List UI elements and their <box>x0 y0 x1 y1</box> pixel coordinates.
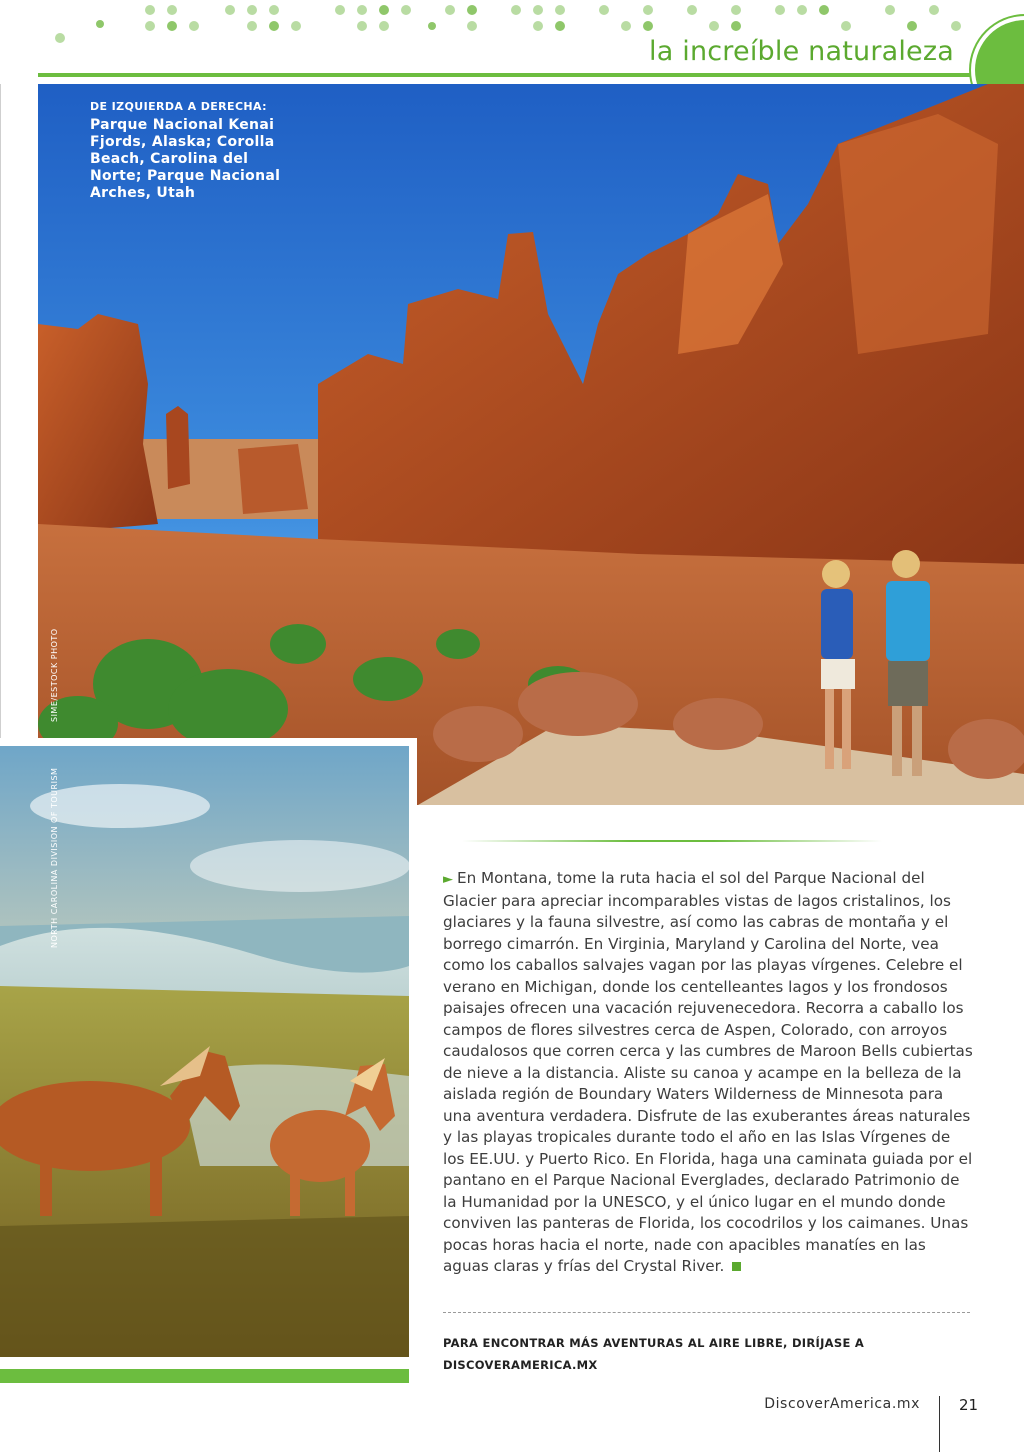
call-to-action <box>443 1332 983 1376</box>
caption-text: Parque Nacional Kenai Fjords, Alaska; Corolla Beach, Carolina del Norte; Parque Nacional Arches, Utah <box>90 117 281 201</box>
left-margin-rule <box>0 84 1 744</box>
arrow-icon: ► <box>443 872 453 887</box>
bottom-green-bar <box>0 1369 409 1383</box>
article-paragraph: En Montana, tome la ruta hacia el sol del Parque Nacional del Glacier para apreciar incomparables vistas de lagos cristalinos, los glaciares y la fauna silvestre, así como las cabras de montaña y el borrego cimarrón. En Virginia, Maryland y Carolina del Norte, vea como los caballos salvajes vagan por las playas vírgenes. Celebre el verano en Michigan, donde los centelleantes lagos y los frondosos paisajes ofrecen una vacación rejuvenecedora. Recorra a caballo los campos de flores silvestres cerca de Aspen, Colorado, con arroyos caudalosos que corren cerca y las cumbres de Maroon Bells cubiertas de nieve a la distancia. Aliste su canoa y acampe en la belleza de la aislada región de Boundary Waters Wilderness de Minnesota para una aventura verdadera. Disfrute de las exuberantes áreas naturales y las playas tropicales durante todo el año en las Islas Vírgenes de los EE.UU. y Puerto Rico. En Florida, haga una caminata guiada por el pantano en el Parque Nacional Everglades, declarado Patrimonio de la Humanidad por la UNESCO, y el único lugar en el mundo donde conviven las panteras de Florida, los cocodrilos y los caimanes. Unas pocas horas hacia el norte, nade con apacibles manatíes en las aguas claras y frías del Crystal River. <box>443 869 973 1275</box>
dashed-divider <box>443 1312 970 1313</box>
section-title: la increíble naturaleza <box>649 36 954 67</box>
photo-caption <box>90 100 290 202</box>
horses-photo-illustration <box>0 746 409 1357</box>
header-rule <box>38 73 988 77</box>
cta-line: PARA ENCONTRAR MÁS AVENTURAS AL AIRE LIBRE, DIRÍJASE A <box>443 1336 865 1350</box>
photo-credit-horses: NORTH CAROLINA DIVISION OF TOURISM <box>50 767 59 948</box>
photo-credit-canyon: SIME/ESTOCK PHOTO <box>50 628 59 722</box>
section-divider <box>462 840 882 842</box>
horses-photo <box>0 746 409 1357</box>
footer-site: DiscoverAmerica.mx <box>764 1396 920 1412</box>
article-body <box>443 868 973 1278</box>
caption-kicker: DE IZQUIERDA A DERECHA: <box>90 100 267 113</box>
page-number: 21 <box>959 1396 979 1414</box>
end-mark-icon <box>732 1262 741 1271</box>
footer-divider <box>939 1396 940 1452</box>
cta-link[interactable]: DISCOVERAMERICA.MX <box>443 1358 598 1372</box>
